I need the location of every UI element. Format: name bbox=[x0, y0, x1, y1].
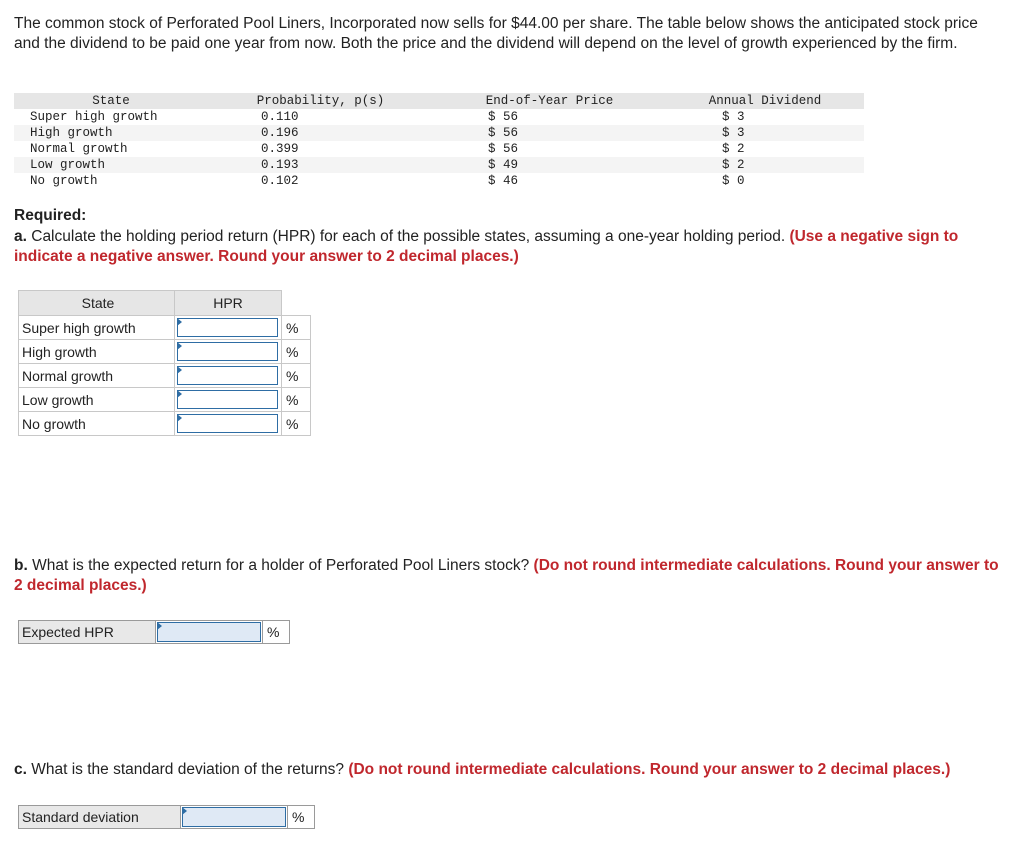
question-c-instruction: (Do not round intermediate calculations. Round your answer to 2 decimal places.) bbox=[348, 761, 951, 778]
hpr-state-label: High growth bbox=[19, 340, 175, 364]
hpr-input-super-high-growth[interactable] bbox=[177, 318, 278, 337]
table-row bbox=[14, 125, 864, 141]
question-a bbox=[14, 227, 1014, 266]
hpr-state-label: Normal growth bbox=[19, 364, 175, 388]
expected-hpr-input[interactable] bbox=[157, 622, 261, 642]
dividend-cell: $ 2 bbox=[722, 142, 745, 156]
answer-flag-icon bbox=[177, 342, 182, 350]
dividend-cell: $ 3 bbox=[666, 125, 864, 141]
state-cell: Normal growth bbox=[30, 142, 128, 156]
hpr-input-low-growth[interactable] bbox=[177, 390, 278, 409]
probability-cell: 0.399 bbox=[261, 142, 299, 156]
hpr-input-high-growth[interactable] bbox=[177, 342, 278, 361]
question-b-text: What is the expected return for a holder of Perforated Pool Liners stock? bbox=[27, 557, 534, 574]
state-cell: High growth bbox=[14, 125, 208, 141]
growth-data-table bbox=[14, 93, 864, 189]
percent-unit: % bbox=[282, 316, 311, 340]
question-c-text: What is the standard deviation of the returns? bbox=[26, 761, 349, 778]
state-cell: Super high growth bbox=[30, 110, 158, 124]
answer-flag-icon bbox=[177, 318, 182, 326]
question-c-letter: c. bbox=[14, 761, 27, 778]
question-a-instruction: (Use a negative sign to indicate a negative answer. Round your answer to 2 decimal places.) bbox=[14, 228, 959, 265]
question-a-text: Calculate the holding period return (HPR) for each of the possible states, assuming a one-year holding period. bbox=[26, 228, 790, 245]
table-row bbox=[14, 157, 864, 173]
price-cell: $ 56 bbox=[488, 110, 519, 124]
standard-deviation-input[interactable] bbox=[182, 807, 286, 827]
question-b-instruction: (Do not round intermediate calculations. Round your answer to 2 decimal places.) bbox=[14, 557, 999, 594]
percent-unit: % bbox=[288, 806, 315, 829]
question-b-letter: b. bbox=[14, 557, 28, 574]
probability-cell: 0.196 bbox=[208, 125, 433, 141]
percent-unit: % bbox=[263, 621, 290, 644]
question-c bbox=[14, 760, 1014, 780]
probability-cell: 0.193 bbox=[208, 157, 433, 173]
price-cell: $ 46 bbox=[488, 174, 519, 188]
price-cell: $ 56 bbox=[433, 125, 666, 141]
answer-flag-icon bbox=[182, 807, 187, 815]
hpr-row bbox=[19, 388, 311, 412]
header-dividend: Annual Dividend bbox=[666, 93, 864, 109]
hpr-row bbox=[19, 316, 311, 340]
table-row bbox=[14, 173, 864, 189]
percent-unit: % bbox=[282, 364, 311, 388]
required-heading: Required: bbox=[14, 207, 87, 224]
table-row bbox=[14, 141, 864, 157]
probability-cell: 0.110 bbox=[261, 110, 299, 124]
hpr-state-label: Low growth bbox=[19, 388, 175, 412]
hpr-answer-table bbox=[18, 290, 311, 436]
dividend-cell: $ 0 bbox=[722, 174, 745, 188]
hpr-input-normal-growth[interactable] bbox=[177, 366, 278, 385]
state-cell: No growth bbox=[30, 174, 98, 188]
percent-unit: % bbox=[282, 388, 311, 412]
state-cell: Low growth bbox=[14, 157, 208, 173]
question-a-letter: a. bbox=[14, 228, 27, 245]
header-price: End-of-Year Price bbox=[433, 93, 666, 109]
answer-flag-icon bbox=[177, 414, 182, 422]
hpr-row bbox=[19, 364, 311, 388]
hpr-row bbox=[19, 340, 311, 364]
percent-unit: % bbox=[282, 412, 311, 436]
question-b bbox=[14, 556, 1004, 595]
standard-deviation-row bbox=[18, 805, 315, 829]
hpr-row bbox=[19, 412, 311, 436]
header-state: State bbox=[14, 93, 208, 109]
standard-deviation-label: Standard deviation bbox=[19, 806, 181, 829]
header-probability: Probability, p(s) bbox=[208, 93, 433, 109]
hpr-header-hpr: HPR bbox=[175, 291, 282, 316]
price-cell: $ 56 bbox=[488, 142, 519, 156]
answer-flag-icon bbox=[157, 622, 162, 630]
answer-flag-icon bbox=[177, 390, 182, 398]
expected-hpr-label: Expected HPR bbox=[19, 621, 156, 644]
problem-intro: The common stock of Perforated Pool Liners, Incorporated now sells for $44.00 per share. The table below shows the anticipated stock price and the dividend to be paid one year from now. Both the price and the dividend will depend on the level of growth experienced by the firm. bbox=[14, 15, 978, 52]
dividend-cell: $ 3 bbox=[722, 110, 745, 124]
hpr-state-label: No growth bbox=[19, 412, 175, 436]
price-cell: $ 49 bbox=[433, 157, 666, 173]
hpr-header-state: State bbox=[19, 291, 175, 316]
hpr-state-label: Super high growth bbox=[19, 316, 175, 340]
hpr-input-no-growth[interactable] bbox=[177, 414, 278, 433]
percent-unit: % bbox=[282, 340, 311, 364]
answer-flag-icon bbox=[177, 366, 182, 374]
table-row bbox=[14, 109, 864, 125]
probability-cell: 0.102 bbox=[261, 174, 299, 188]
dividend-cell: $ 2 bbox=[666, 157, 864, 173]
expected-hpr-row bbox=[18, 620, 290, 644]
